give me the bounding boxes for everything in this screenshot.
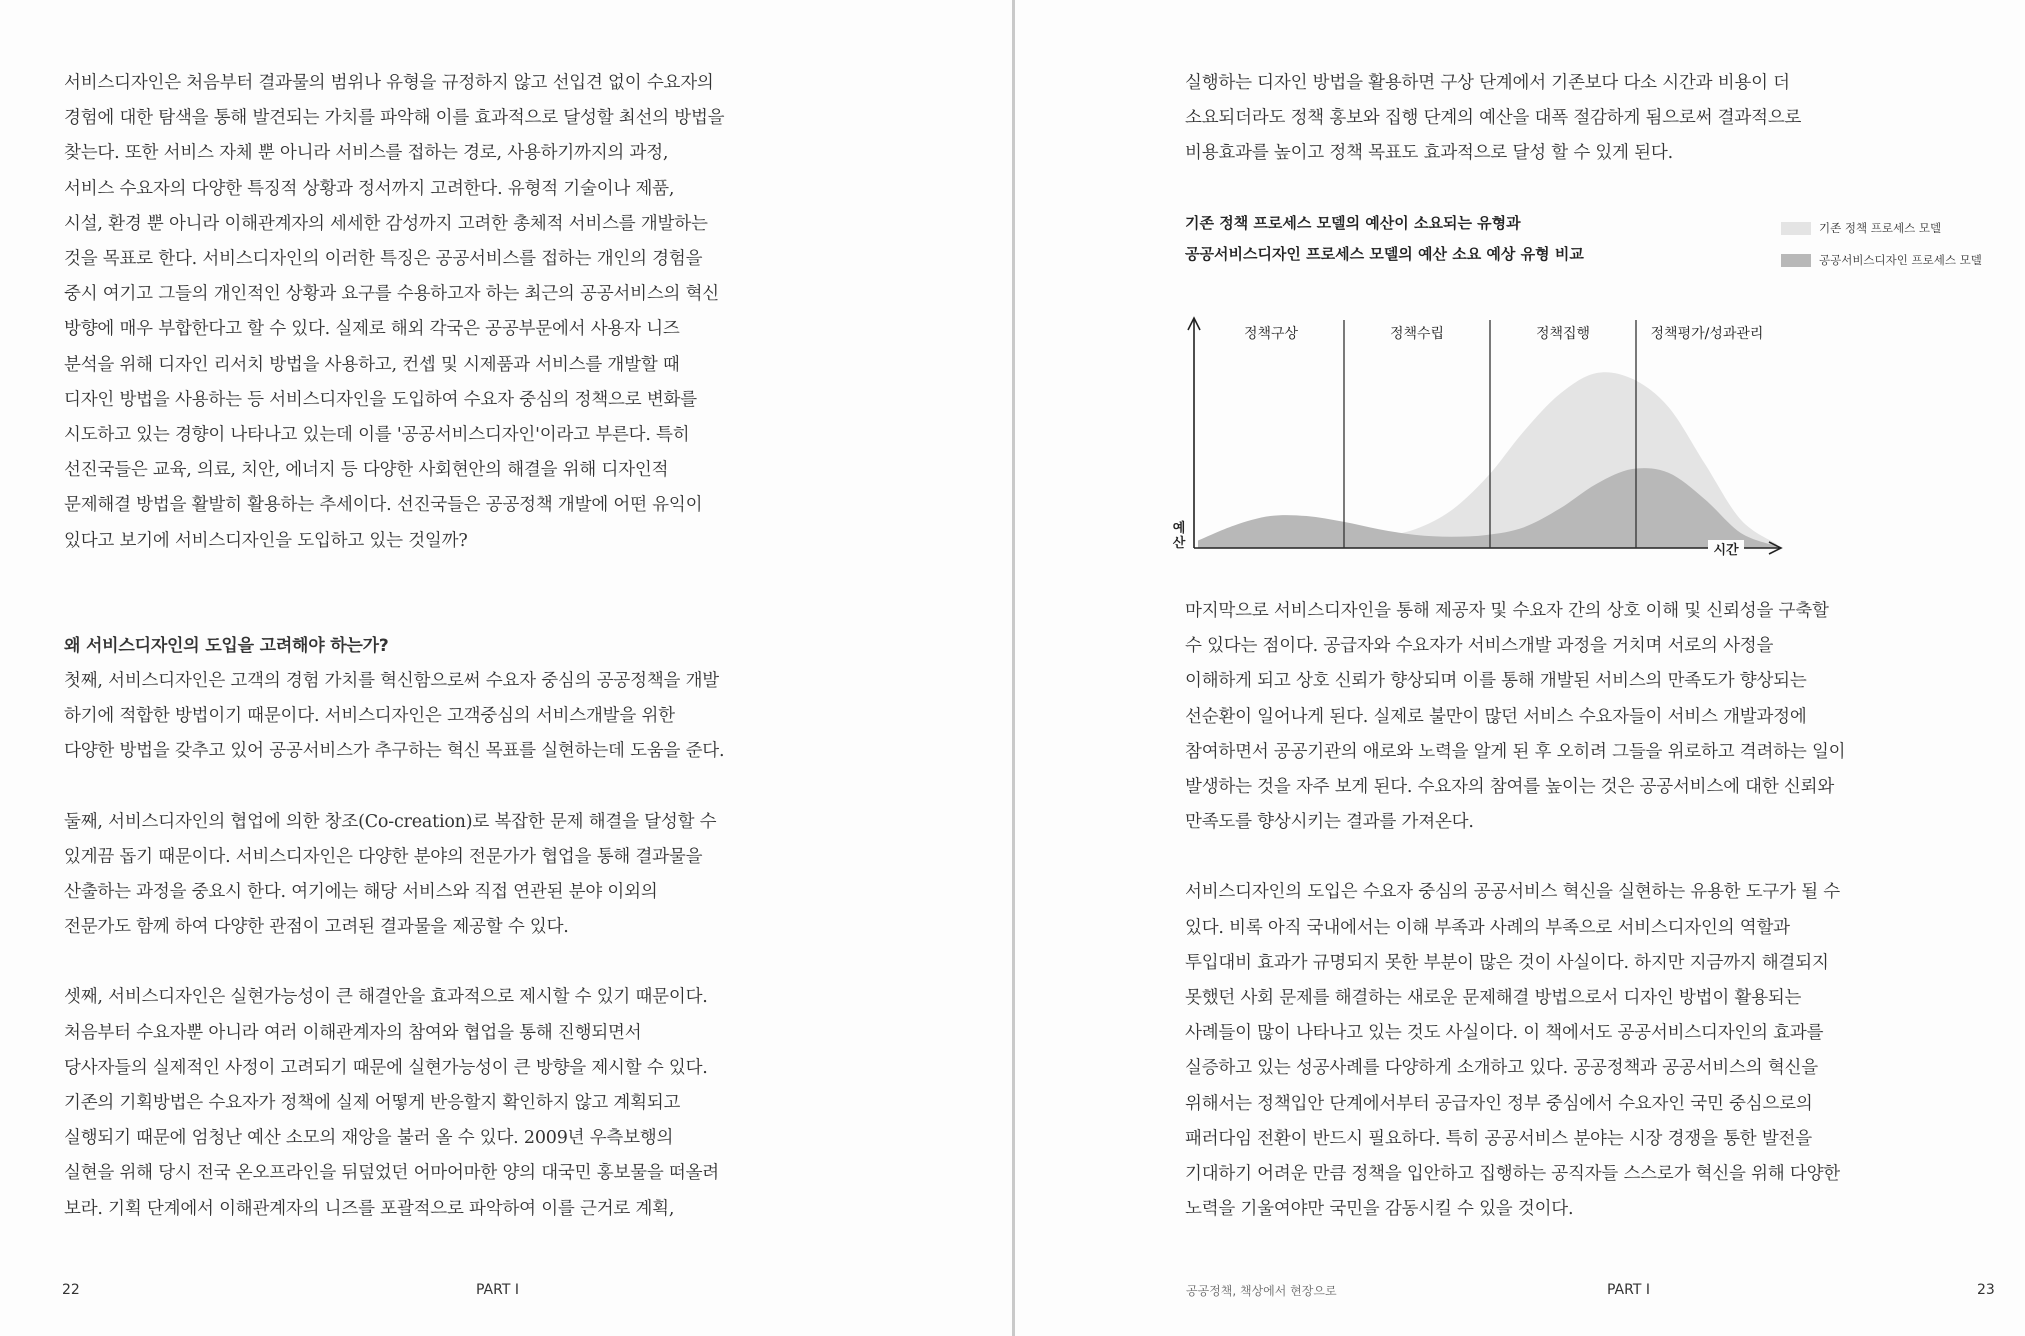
text-line: 투입대비 효과가 규명되지 못한 부분이 많은 것이 사실이다. 하지만 지금까지 해결되지 [1185,952,1829,973]
text-line: 보라. 기획 단계에서 이해관계자의 니즈를 포괄적으로 파악하여 이를 근거로 계획, [64,1198,675,1219]
text-line: 방향에 매우 부합한다고 할 수 있다. 실제로 해외 각국은 공공부문에서 사용자 니즈 [64,319,680,340]
text-line: 기대하기 어려운 만큼 정책을 입안하고 집행하는 공직자들 스스로가 혁신을 위해 다양한 [1185,1164,1841,1185]
text-line: 전문가도 함께 하여 다양한 관점이 고려된 결과물을 제공할 수 있다. [64,917,569,938]
text-line: 처음부터 수요자뿐 아니라 여러 이해관계자의 참여와 협업을 통해 진행되면서 [64,1022,642,1043]
text-line: 노력을 기울여야만 국민을 감동시킬 수 있을 것이다. [1185,1199,1574,1220]
page-number-right: 23 [1977,1282,1995,1298]
legend-label-existing: 기존 정책 프로세스 모델 [1819,221,1942,235]
text-line: 있게끔 돕기 때문이다. 서비스디자인은 다양한 분야의 전문가가 협업을 통해 결과물을 [64,846,703,867]
left-paragraph-2 [64,664,724,770]
text-line: 분석을 위해 디자인 리서치 방법을 사용하고, 컨셉 및 시제품과 서비스를 개발할 때 [64,354,680,375]
text-line: 산출하는 과정을 중요시 한다. 여기에는 해당 서비스와 직접 연관된 분야 이외의 [64,882,658,903]
text-line: 실행되기 때문에 엄청난 예산 소모의 재앙을 불러 올 수 있다. 2009년 우측보행의 [64,1128,674,1149]
text-line: 다양한 방법을 갖추고 있어 공공서비스가 추구하는 혁신 목표를 실현하는데 도움을 준다. [64,741,725,762]
chart-title-line: 공공서비스디자인 프로세스 모델의 예산 소요 예상 유형 비교 [1185,245,1584,263]
left-paragraph-1 [64,66,724,559]
text-line: 것을 목표로 한다. 서비스디자인의 이러한 특징은 공공서비스를 접하는 개인의 경험을 [64,249,703,270]
right-paragraph-3 [1185,875,1845,1227]
text-line: 실증하고 있는 성공사례를 다양하게 소개하고 있다. 공공정책과 공공서비스의 혁신을 [1185,1058,1818,1079]
right-page [1015,0,2025,1336]
text-line: 경험에 대한 탐색을 통해 발견되는 가치를 파악해 이를 효과적으로 달성할 최선의 방법을 [64,108,725,129]
text-line: 디자인 방법을 사용하는 등 서비스디자인을 도입하여 수요자 중심의 정책으로 변화를 [64,389,697,410]
text-line: 기존의 기획방법은 수요자가 정책에 실제 어떻게 반응할지 확인하지 않고 계획되고 [64,1093,681,1114]
right-text-bottom [1185,594,1845,1227]
text-line: 못했던 사회 문제를 해결하는 새로운 문제해결 방법으로서 디자인 방법이 활용되는 [1185,988,1802,1009]
text-line: 사례들이 많이 나타나고 있는 것도 사실이다. 이 책에서도 공공서비스디자인의 효과를 [1185,1023,1824,1044]
budget-area-chart [1015,0,2025,600]
text-line: 서비스디자인은 처음부터 결과물의 범위나 유형을 규정하지 않고 선입견 없이 수요자의 [64,73,714,93]
book-title-footer: 공공정책, 책상에서 현장으로 [1186,1284,1337,1298]
text-line: 위해서는 정책입안 단계에서부터 공급자인 정부 중심에서 수요자인 국민 중심으로의 [1185,1093,1813,1114]
text-line: 실현을 위해 당시 전국 온오프라인을 뒤덮었던 어마어마한 양의 대국민 홍보물을 떠올려 [64,1163,720,1184]
text-line: 문제해결 방법을 활발히 활용하는 추세이다. 선진국들은 공공정책 개발에 어떤 유익이 [64,495,703,516]
y-axis-label-char: 산 [1172,536,1186,551]
text-line: 수 있다는 점이다. 공급자와 수요자가 서비스개발 과정을 거치며 서로의 사정을 [1185,636,1774,657]
right-paragraph-2 [1185,594,1845,840]
phase-label: 정책평가/성과관리 [1650,326,1764,342]
legend-label-service-design: 공공서비스디자인 프로세스 모델 [1819,253,1982,267]
text-line: 마지막으로 서비스디자인을 통해 제공자 및 수요자 간의 상호 이해 및 신뢰성을 구축할 [1185,601,1829,621]
running-head-left: PART I [476,1282,519,1298]
chart-title-line: 기존 정책 프로세스 모델의 예산이 소요되는 유형과 [1185,214,1521,232]
text-line: 시설, 환경 뿐 아니라 이해관계자의 세세한 감성까지 고려한 총체적 서비스를 개발하는 [64,213,708,234]
text-line: 참여하면서 공공기관의 애로와 노력을 알게 된 후 오히려 그들을 위로하고 격려하는 일이 [1185,741,1846,762]
x-axis-label: 시간 [1713,543,1739,558]
text-line: 선진국들은 교육, 의료, 치안, 에너지 등 다양한 사회현안의 해결을 위해 디자인적 [64,460,669,481]
text-line: 비용효과를 높이고 정책 목표도 효과적으로 달성 할 수 있게 된다. [1185,143,1673,164]
text-line: 발생하는 것을 자주 보게 된다. 수요자의 참여를 높이는 것은 공공서비스에 대한 신뢰와 [1185,777,1835,798]
phase-label: 정책구상 [1243,326,1299,342]
text-line: 선순환이 일어나게 된다. 실제로 불만이 많던 서비스 수요자들이 서비스 개발과정에 [1185,706,1807,727]
text-line: 당사자들의 실제적인 사정이 고려되기 때문에 실현가능성이 큰 방향을 제시할 수 있다. [64,1057,708,1078]
text-line: 둘째, 서비스디자인의 협업에 의한 창조(Co-creation)로 복잡한 문제 해결을 달성할 수 [64,811,717,832]
text-line: 이해하게 되고 상호 신뢰가 향상되며 이를 통해 개발된 서비스의 만족도가 향상되는 [1185,671,1807,692]
text-line: 소요되더라도 정책 홍보와 집행 단계의 예산을 대폭 절감하게 됨으로써 결과적으로 [1185,108,1802,129]
text-line: 만족도를 향상시키는 결과를 가져온다. [1185,812,1474,833]
text-line: 하기에 적합한 방법이기 때문이다. 서비스디자인은 고객중심의 서비스개발을 위한 [64,706,675,727]
text-line: 실행하는 디자인 방법을 활용하면 구상 단계에서 기존보다 다소 시간과 비용이 더 [1185,73,1790,93]
left-paragraph-4 [64,980,724,1226]
running-head-right: PART I [1607,1282,1650,1298]
text-line: 찾는다. 또한 서비스 자체 뿐 아니라 서비스를 접하는 경로, 사용하기까지의 과정, [64,143,669,164]
text-line: 시도하고 있는 경향이 나타나고 있는데 이를 '공공서비스디자인'이라고 부른다. 특히 [64,425,690,446]
page-number-left: 22 [62,1282,80,1298]
section-heading: 왜 서비스디자인의 도입을 고려해야 하는가? [64,635,389,656]
left-paragraph-3 [64,805,724,946]
text-line: 있다. 비록 아직 국내에서는 이해 부족과 사례의 부족으로 서비스디자인의 역할과 [1185,917,1790,938]
left-text-column [64,66,724,1227]
phase-label: 정책수립 [1389,326,1445,342]
text-line: 패러다임 전환이 반드시 필요하다. 특히 공공서비스 분야는 시장 경쟁을 통한 발전을 [1185,1128,1812,1149]
y-axis-label-char: 예 [1172,521,1186,536]
phase-label: 정책집행 [1535,326,1591,342]
text-line: 중시 여기고 그들의 개인적인 상황과 요구를 수용하고자 하는 최근의 공공서비스의 혁신 [64,284,720,305]
text-line: 있다고 보기에 서비스디자인을 도입하고 있는 것일까? [64,530,468,551]
text-line: 서비스디자인의 도입은 수요자 중심의 공공서비스 혁신을 실현하는 유용한 도구가 될 수 [1185,882,1841,903]
text-line: 첫째, 서비스디자인은 고객의 경험 가치를 혁신함으로써 수요자 중심의 공공정책을 개발 [64,671,720,692]
text-line: 서비스 수요자의 다양한 특징적 상황과 정서까지 고려한다. 유형적 기술이나 제품, [64,178,675,199]
text-line: 셋째, 서비스디자인은 실현가능성이 큰 해결안을 효과적으로 제시할 수 있기 때문이다. [64,987,708,1008]
y-axis-label [1173,520,1186,551]
